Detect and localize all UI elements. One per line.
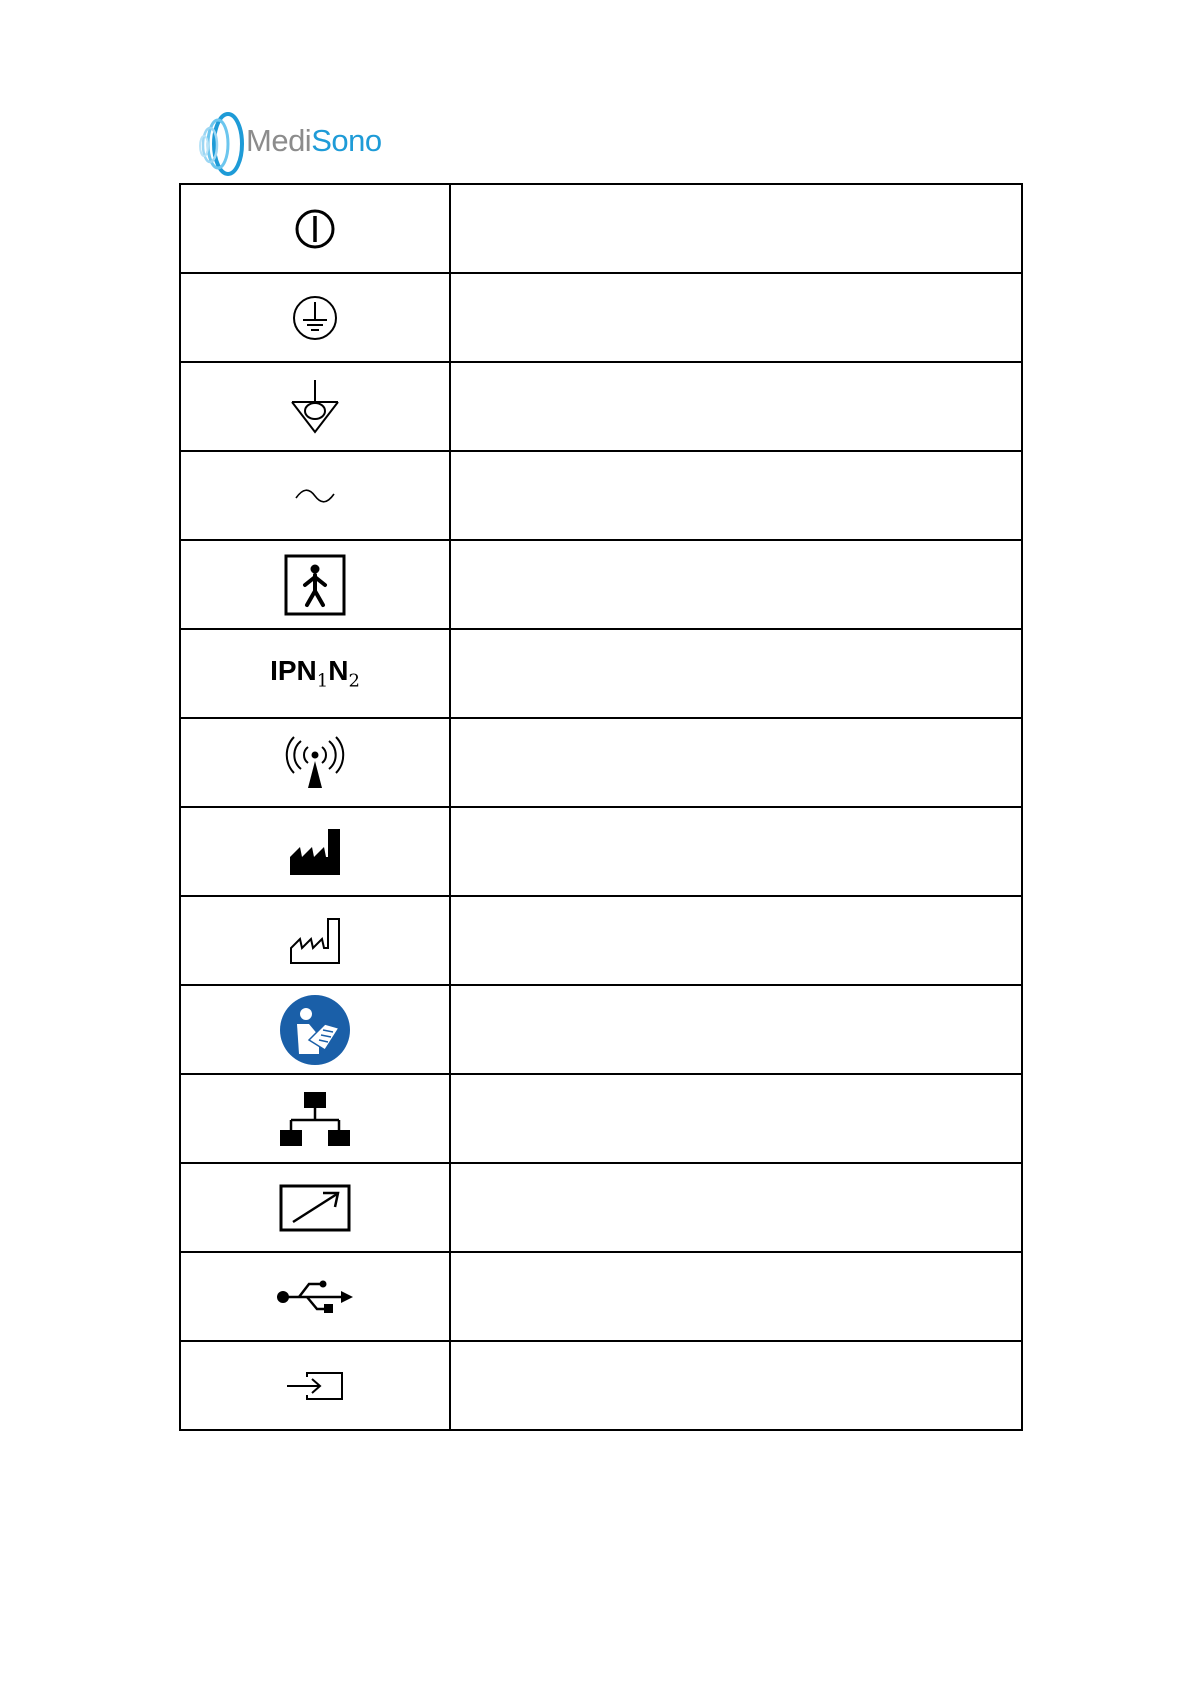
ip-rating-text: $IPN_1N_2$ (270, 655, 360, 692)
description-cell (450, 273, 1022, 362)
description-cell (450, 540, 1022, 629)
table-row (180, 540, 1022, 629)
description-cell (450, 1341, 1022, 1430)
description-cell (450, 718, 1022, 807)
protective-earth-ground-icon (290, 293, 340, 343)
table-row (180, 1341, 1022, 1430)
table-row (180, 985, 1022, 1074)
date-of-manufacture-icon (288, 916, 342, 966)
symbol-cell (180, 985, 450, 1074)
power-on-off-icon (293, 207, 337, 251)
table-row (180, 629, 1022, 718)
logo-text-sono: Sono (311, 123, 382, 158)
symbol-cell (180, 896, 450, 985)
description-cell (450, 896, 1022, 985)
description-cell (450, 985, 1022, 1074)
description-cell (450, 451, 1022, 540)
table-row (180, 718, 1022, 807)
signal-input-icon (285, 1369, 345, 1403)
symbol-cell (180, 184, 450, 273)
table-row (180, 896, 1022, 985)
symbol-cell (180, 1074, 450, 1163)
non-ionizing-radiation-icon (284, 736, 346, 790)
logo-text-medi: Medi (246, 123, 312, 158)
table-row (180, 1252, 1022, 1341)
description-cell (450, 807, 1022, 896)
manufacturer-icon (288, 827, 342, 877)
symbol-cell (180, 718, 450, 807)
logo-wordmark (246, 125, 382, 156)
description-cell (450, 1074, 1022, 1163)
table-row (180, 451, 1022, 540)
symbol-cell (180, 1252, 450, 1341)
table-row (180, 1163, 1022, 1252)
symbol-cell (180, 807, 450, 896)
equipotentiality-icon (288, 378, 342, 436)
alternating-current-icon (293, 486, 337, 506)
symbol-cell (180, 540, 450, 629)
symbol-cell (180, 1163, 450, 1252)
description-cell (450, 1252, 1022, 1341)
symbol-cell (180, 273, 450, 362)
description-cell (450, 184, 1022, 273)
type-b-applied-part-icon (283, 553, 347, 617)
symbol-cell (180, 1341, 450, 1430)
symbols-table (179, 183, 1023, 1431)
refer-to-manual-icon (279, 994, 351, 1066)
signal-output-icon (279, 1184, 351, 1232)
description-cell (450, 1163, 1022, 1252)
table-row (180, 184, 1022, 273)
table-row (180, 362, 1022, 451)
table-row (180, 1074, 1022, 1163)
symbol-cell (180, 629, 450, 718)
symbol-cell (180, 451, 450, 540)
table-row (180, 273, 1022, 362)
description-cell (450, 629, 1022, 718)
symbol-cell (180, 362, 450, 451)
medisono-logo (196, 108, 416, 180)
table-row (180, 807, 1022, 896)
network-port-icon (279, 1090, 351, 1148)
usb-icon (275, 1277, 355, 1317)
description-cell (450, 362, 1022, 451)
